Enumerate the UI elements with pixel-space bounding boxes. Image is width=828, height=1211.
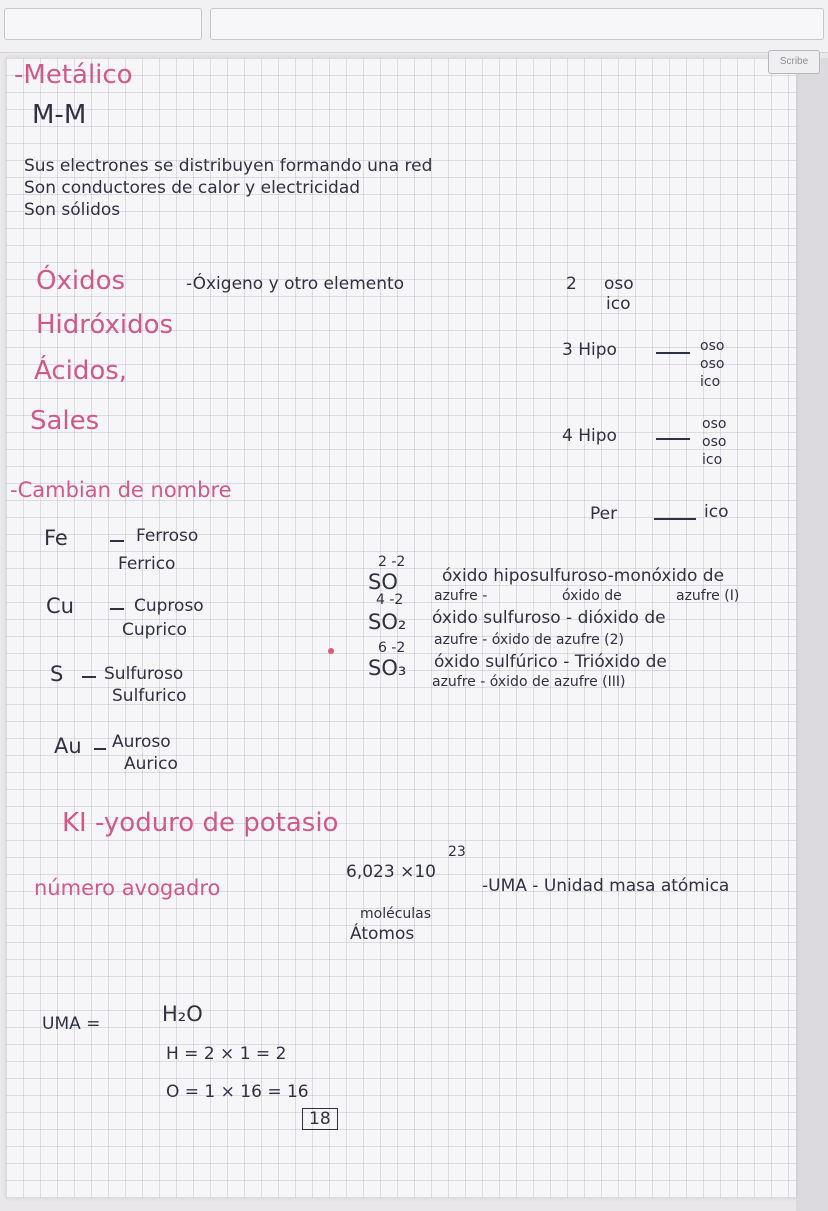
cu-dash	[110, 608, 124, 610]
sufijo-per-label: Per	[590, 504, 618, 524]
avogadro-unit-atomos: Átomos	[350, 924, 415, 944]
scribe-button[interactable]: Scribe	[768, 50, 820, 74]
s-sulfurico: Sulfurico	[112, 686, 187, 706]
sufijo-2-count: 2	[566, 274, 577, 294]
so2-name-line-2: azufre - óxido de azufre (2)	[434, 632, 624, 648]
sufijo-3-label: 3 Hipo	[562, 340, 617, 360]
formula-so2: SO₂	[368, 610, 407, 634]
cu-cuprico: Cuprico	[122, 620, 187, 640]
so-charges: 2 -2	[378, 554, 406, 570]
sufijo-4-oso-2: oso	[702, 434, 727, 450]
sufijo-2-oso: oso	[604, 274, 634, 294]
header-field-left[interactable]	[4, 8, 202, 40]
au-dash	[94, 748, 106, 750]
metalico-line-3: Son sólidos	[24, 200, 121, 220]
metalico-subtitle: M-M	[32, 100, 87, 130]
so-prefix-oxido: óxido de	[562, 588, 622, 604]
uma-calc-label: UMA =	[42, 1014, 101, 1034]
section-title-cambian: -Cambian de nombre	[10, 478, 232, 502]
sufijo-4-label: 4 Hipo	[562, 426, 617, 446]
s-dash	[82, 676, 96, 678]
sufijo-2-ico: ico	[606, 294, 631, 314]
avogadro-label: número avogadro	[34, 876, 221, 900]
element-cu: Cu	[46, 594, 74, 618]
sufijo-3-dash	[656, 352, 690, 354]
cu-cuproso: Cuproso	[134, 596, 204, 616]
fe-ferrico: Ferrico	[118, 554, 176, 574]
avogadro-value: 6,023 ×10	[346, 862, 436, 882]
sufijo-3-ico: ico	[700, 374, 721, 390]
sufijo-per-ico: ico	[704, 502, 729, 522]
element-s: S	[50, 662, 64, 686]
so3-charges: 6 -2	[378, 640, 406, 656]
compuesto-sales: Sales	[30, 406, 100, 436]
uma-oxygen-line: O = 1 × 16 = 16	[166, 1082, 309, 1102]
uma-formula: H₂O	[162, 1002, 203, 1026]
top-toolbar	[0, 0, 828, 53]
so-name-line-1: óxido hiposulfuroso-monóxido de	[442, 566, 725, 586]
uma-hydrogen-line: H = 2 × 1 = 2	[166, 1044, 287, 1064]
element-fe: Fe	[44, 526, 68, 550]
element-au: Au	[54, 734, 82, 758]
s-sulfuroso: Sulfuroso	[104, 664, 184, 684]
sufijo-3-oso-1: oso	[700, 338, 725, 354]
avogadro-unit-moleculas: moléculas	[360, 906, 432, 922]
sufijo-per-dash	[654, 518, 696, 520]
au-auroso: Auroso	[112, 732, 171, 752]
avogadro-exponent: 23	[448, 844, 466, 860]
fe-dash	[110, 540, 124, 542]
so3-name-line-1: óxido sulfúrico - Trióxido de	[434, 652, 667, 672]
compuesto-hidroxidos: Hidróxidos	[36, 310, 174, 340]
au-aurico: Aurico	[124, 754, 178, 774]
compuesto-acidos: Ácidos,	[34, 356, 128, 386]
sufijo-3-oso-2: oso	[700, 356, 725, 372]
page-margin	[796, 58, 828, 1211]
so3-name-line-2: azufre - óxido de azufre (III)	[432, 674, 626, 690]
uma-total-box: 18	[302, 1108, 338, 1130]
section-title-metalico: -Metálico	[14, 60, 133, 90]
oxidos-description: -Óxigeno y otro elemento	[186, 274, 405, 294]
sufijo-4-dash	[656, 438, 690, 440]
ink-dot	[328, 648, 334, 654]
so2-charges: 4 -2	[376, 592, 404, 608]
formula-so3: SO₃	[368, 656, 407, 680]
sufijo-4-ico: ico	[702, 452, 723, 468]
notebook-page	[6, 58, 796, 1198]
uma-definition: -UMA - Unidad masa atómica	[482, 876, 730, 896]
metalico-line-2: Son conductores de calor y electricidad	[24, 178, 361, 198]
compuesto-oxidos: Óxidos	[36, 266, 126, 296]
formula-so: SO	[368, 570, 398, 594]
so-name-line-2: azufre (I)	[676, 588, 740, 604]
ki-yoduro-potasio: KI -yoduro de potasio	[62, 808, 339, 838]
so-prefix-azufre: azufre -	[434, 588, 488, 604]
fe-ferroso: Ferroso	[136, 526, 199, 546]
metalico-line-1: Sus electrones se distribuyen formando una red	[24, 156, 433, 176]
so2-name-line-1: óxido sulfuroso - dióxido de	[432, 608, 666, 628]
header-field-right[interactable]	[210, 8, 824, 40]
sufijo-4-oso-1: oso	[702, 416, 727, 432]
